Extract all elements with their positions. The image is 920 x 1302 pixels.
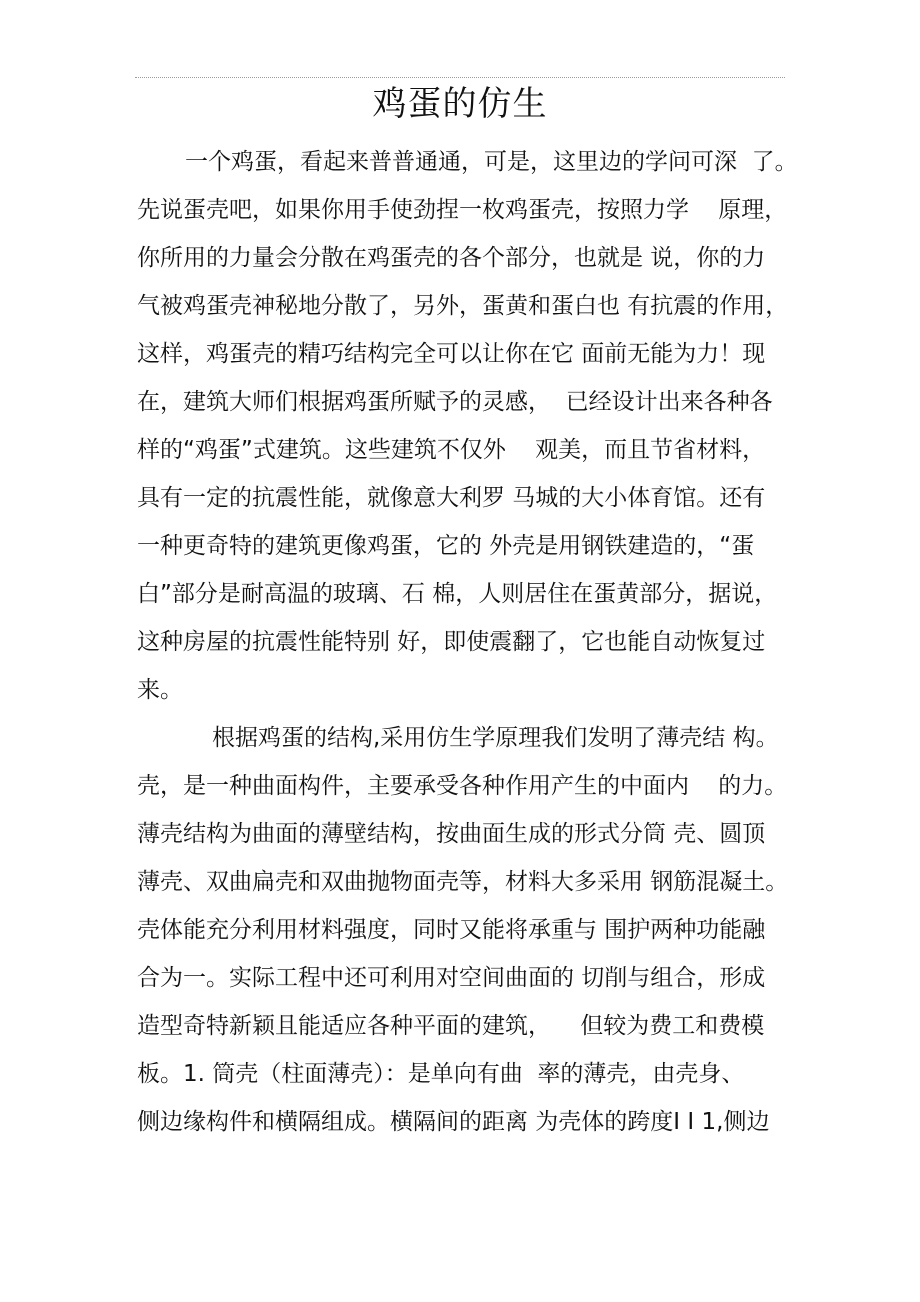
- text-line: 一个鸡蛋，看起来普普通通，可是，这里边的学问可深 了。: [185, 149, 798, 175]
- text-line: 壳，是一种曲面构件，主要承受各种作用产生的中面内 的力。: [137, 773, 788, 799]
- paragraph-1: [137, 138, 798, 714]
- document-body: [137, 138, 798, 1146]
- text-line: 一种更奇特的建筑更像鸡蛋，它的 外壳是用钢铁建造的，“蛋: [137, 533, 755, 559]
- document-title: 鸡蛋的仿生: [372, 84, 548, 124]
- text-line: 你所用的力量会分散在鸡蛋壳的各个部分，也就是 说，你的力: [137, 245, 766, 271]
- paragraph-2: [137, 714, 792, 1146]
- text-line: 气被鸡蛋壳神秘地分散了，另外，蛋黄和蛋白也 有抗震的作用，: [137, 293, 789, 319]
- text-line: 板。1. 筒壳（柱面薄壳）：是单向有曲 率的薄壳，由壳身、: [137, 1061, 745, 1087]
- text-line: 在，建筑大师们根据鸡蛋所赋予的灵感， 已经设计出来各种各: [137, 389, 773, 415]
- text-line: 来。: [137, 677, 183, 703]
- text-line: 样的“鸡蛋”式建筑。这些建筑不仅外 观美，而且节省材料，: [137, 437, 766, 463]
- text-line: 薄壳结构为曲面的薄壁结构，按曲面生成的形式分筒 壳、圆顶: [137, 821, 766, 847]
- text-line: 白”部分是耐高温的玻璃、石 棉，人则居住在蛋黄部分，据说，: [137, 581, 778, 607]
- text-line: 薄壳、双曲扁壳和双曲抛物面壳等，材料大多采用 钢筋混凝土。: [137, 869, 789, 895]
- text-line: 造型奇特新颖且能适应各种平面的建筑， 但较为费工和费模: [137, 1013, 765, 1039]
- text-line: 先说蛋壳吧，如果你用手使劲捏一枚鸡蛋壳，按照力学 原理，: [137, 197, 788, 223]
- text-line: 壳体能充分利用材料强度，同时又能将承重与 围护两种功能融: [137, 917, 766, 943]
- header-divider: [135, 77, 785, 78]
- text-line: 这样，鸡蛋壳的精巧结构完全可以让你在它 面前无能为力！现: [137, 341, 766, 367]
- text-line: 这种房屋的抗震性能特别 好，即使震翻了，它也能自动恢复过: [137, 629, 766, 655]
- text-line: 侧边缘构件和横隔组成。横隔间的距离 为壳体的跨度I I 1,侧边: [137, 1109, 770, 1135]
- text-line: 合为一。实际工程中还可利用对空间曲面的 切削与组合，形成: [137, 965, 766, 991]
- text-line: 具有一定的抗震性能，就像意大利罗 马城的大小体育馆。还有: [137, 485, 766, 511]
- text-line: 根据鸡蛋的结构,采用仿生学原理我们发明了薄壳结 构。: [212, 725, 779, 751]
